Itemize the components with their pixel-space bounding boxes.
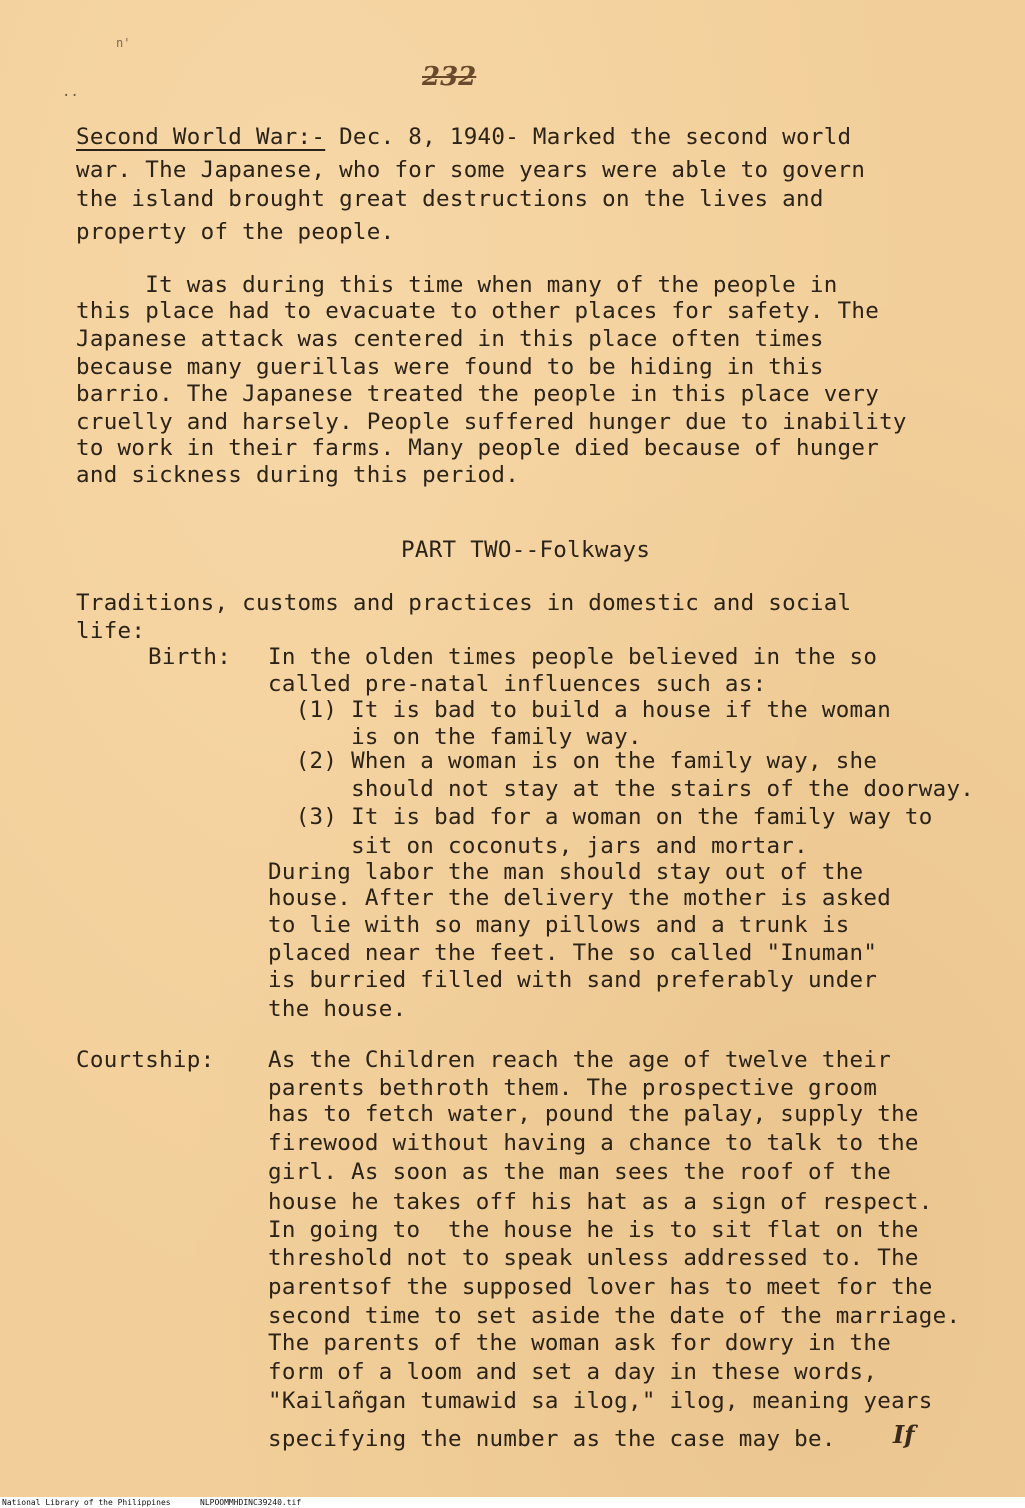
handwritten-note: If xyxy=(893,1420,915,1449)
birth-line: the house. xyxy=(268,996,407,1022)
birth-line: (2) When a woman is on the family way, she xyxy=(268,748,878,774)
war-paragraph-line: this place had to evacuate to other places for safety. The xyxy=(76,298,880,324)
part-title: PART TWO--Folkways xyxy=(401,537,651,563)
courtship-line: girl. As soon as the man sees the roof of the xyxy=(268,1159,892,1185)
traditions-heading-line: life: xyxy=(76,618,146,644)
courtship-line: parentsof the supposed lover has to meet for the xyxy=(268,1274,933,1300)
courtship-line: has to fetch water, pound the palay, supply the xyxy=(268,1101,919,1127)
traditions-heading-line: Traditions, customs and practices in domestic and social xyxy=(76,590,852,616)
scan-footer xyxy=(0,1497,1025,1508)
history-line-1-text: Dec. 8, 1940- Marked the second world xyxy=(325,124,852,150)
footer-filename: NLPOOMMHDINC39240.tif xyxy=(200,1498,302,1507)
courtship-line: "Kailañgan tumawid sa ilog," ilog, meaning years xyxy=(268,1388,933,1414)
birth-line: (1) It is bad to build a house if the woman xyxy=(268,697,892,723)
courtship-label: Courtship: xyxy=(76,1047,215,1073)
courtship-line: house he takes off his hat as a sign of respect. xyxy=(268,1189,933,1215)
courtship-line: threshold not to speak unless addressed to. The xyxy=(268,1245,919,1271)
birth-line: During labor the man should stay out of the xyxy=(268,859,864,885)
birth-line: to lie with so many pillows and a trunk is xyxy=(268,912,850,938)
courtship-line: The parents of the woman ask for dowry in the xyxy=(268,1330,892,1356)
history-line-1 xyxy=(76,124,851,151)
courtship-line: firewood without having a chance to talk to the xyxy=(268,1130,919,1156)
page-number: 232 xyxy=(422,62,477,92)
courtship-line: As the Children reach the age of twelve their xyxy=(268,1047,892,1073)
birth-line: house. After the delivery the mother is asked xyxy=(268,885,892,911)
war-paragraph-line: barrio. The Japanese treated the people in this place very xyxy=(76,381,880,407)
courtship-line: In going to the house he is to sit flat on the xyxy=(268,1217,919,1243)
birth-label: Birth: xyxy=(148,644,232,670)
war-paragraph-line: It was during this time when many of the people in xyxy=(76,272,838,298)
courtship-line: form of a loom and set a day in these words, xyxy=(268,1359,878,1385)
birth-line: In the olden times people believed in the so xyxy=(268,644,878,670)
margin-dots: .. xyxy=(62,84,79,100)
war-paragraph-line: and sickness during this period. xyxy=(76,462,520,488)
history-heading: Second World War:- xyxy=(76,124,326,150)
birth-line: called pre-natal influences such as: xyxy=(268,671,767,697)
history-line: war. The Japanese, who for some years were able to govern xyxy=(76,157,866,183)
war-paragraph-line: Japanese attack was centered in this place often times xyxy=(76,326,824,352)
history-line: the island brought great destructions on the lives and xyxy=(76,186,824,212)
birth-line: sit on coconuts, jars and mortar. xyxy=(268,833,808,859)
birth-line: is burried filled with sand preferably under xyxy=(268,967,878,993)
footer-institution: National Library of the Philippines xyxy=(2,1498,171,1507)
birth-line: (3) It is bad for a woman on the family way to xyxy=(268,804,933,830)
courtship-line: second time to set aside the date of the marriage. xyxy=(268,1303,961,1329)
war-paragraph-line: because many guerillas were found to be hiding in this xyxy=(76,354,824,380)
birth-line: is on the family way. xyxy=(268,724,642,750)
history-line: property of the people. xyxy=(76,219,395,245)
courtship-line: specifying the number as the case may be. xyxy=(268,1426,836,1452)
corner-mark: n' xyxy=(116,36,131,50)
birth-line: placed near the feet. The so called "Inuman" xyxy=(268,940,878,966)
birth-line: should not stay at the stairs of the doorway. xyxy=(268,776,975,802)
war-paragraph-line: to work in their farms. Many people died because of hunger xyxy=(76,435,880,461)
war-paragraph-line: cruelly and harsely. People suffered hunger due to inability xyxy=(76,409,907,435)
courtship-line: parents bethroth them. The prospective groom xyxy=(268,1075,878,1101)
